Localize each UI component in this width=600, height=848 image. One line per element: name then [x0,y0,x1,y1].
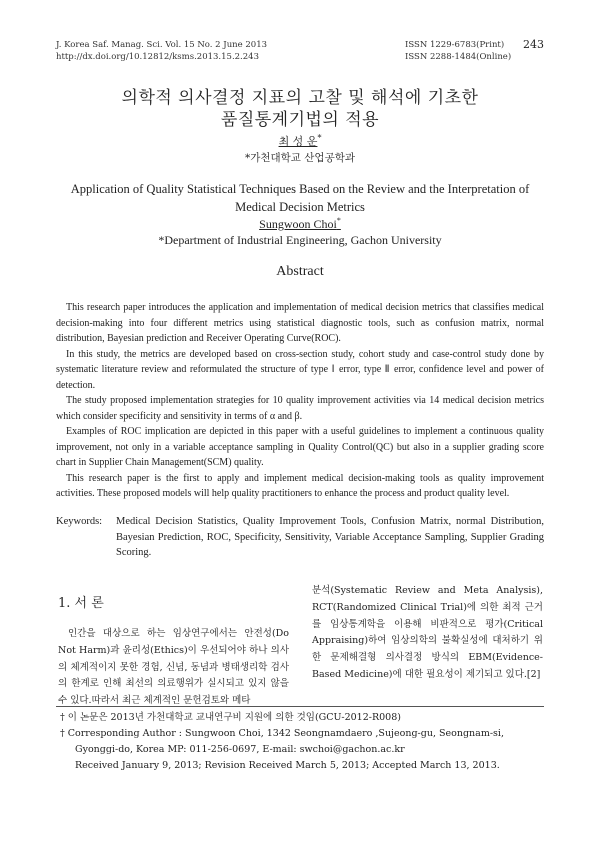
issn-online: ISSN 2288-1484(Online) [405,52,512,62]
korean-author-name: 최 성 운 [278,135,318,148]
english-author [0,216,600,232]
abstract-paragraph: The study proposed implementation strategies for 10 quality improvement activities via 14 medical decision metrics which consider specificity and sensitivity in terms of α and β. [56,395,544,422]
keywords-text: Medical Decision Statistics, Quality Improvement Tools, Confusion Matrix, normal Distribution, Bayesian Prediction, ROC, Specificity, Sensitivity, Variable Acceptance Sampling, Supplier Grading Scoring. [116,516,544,558]
english-affiliation: *Department of Industrial Engineering, Gachon University [158,233,442,247]
korean-affiliation: *가천대학교 산업공학과 [244,152,356,164]
issn-print: ISSN 1229-6783(Print) [405,40,505,50]
abstract-heading: Abstract [276,264,324,279]
journal-citation: J. Korea Saf. Manag. Sci. Vol. 15 No. 2 June 2013 [56,40,268,50]
english-author-name: Sungwoon Choi [259,217,337,231]
korean-author-mark: * [317,133,322,143]
abstract-paragraph: This research paper is the first to apply and implement medical decision-making tools as quality improvement activities. These proposed models will help quality practitioners to enhance the process and product quality level. [56,472,544,499]
abstract-paragraph: This research paper introduces the application and implementation of medical decision metrics that classifies medical decision-making into four different metrics using statistical diagnostic tools, such as confusion matrix, normal distribution, Bayesian prediction and Receiver Operating Curve(ROC). [56,302,544,344]
footnote-corresponding-2: Gyonggi-do, Korea MP: 011-256-0697, E-mail: swchoi@gachon.ac.kr [75,744,405,755]
korean-title-line2: 품질통계기법의 적용 [220,110,380,130]
page-number: 243 [523,38,544,51]
keywords-label: Keywords: [56,516,103,527]
footnotes [60,710,540,774]
english-title-line2: Medical Decision Metrics [235,200,365,214]
footnote-divider [56,706,544,707]
korean-title-line1: 의학적 의사결정 지표의 고찰 및 해석에 기초한 [121,88,479,108]
english-author-mark: * [336,216,341,225]
right-column [312,583,543,684]
keywords-block [56,514,544,561]
section-heading: 1. 서 론 [58,596,104,611]
intro-paragraph-right: 분석(Systematic Review and Meta Analysis), RCT(Randomized Clinical Trial)에 의한 최적 근거를 임상통계학을 이용해 비판적으로 평가(Critical Appraising)하여 임상의학의 불확실성에 대처하기 위한 문제해결형 의사결정 방식의 EBM(Evidence-Based Medicine)에 대한 필요성이 제기되고 있다.[2] [312,585,543,680]
abstract-paragraph: Examples of ROC implication are depicted in this paper with a useful guidelines to implement a continuous quality improvement, not only in a variable acceptance sampling in Quality Control(QC) but also in a supplier grading score chart in Supplier Chain Management(SCM) quality. [56,426,544,468]
doi-link[interactable]: http://dx.doi.org/10.12812/ksms.2013.15.2.243 [56,52,259,62]
abstract-body [56,300,544,502]
footnote-funding: † 이 논문은 2013년 가천대학교 교내연구비 지원에 의한 것임(GCU-2012-R008) [60,712,401,723]
abstract-paragraph: In this study, the metrics are developed based on cross-section study, cohort study and case-control study done by systematic literature review and reformulated the structure of type Ⅰ error, type Ⅱ error, confidence level and power of detection. [56,348,544,391]
footnote-received-dates: Received January 9, 2013; Revision Received March 5, 2013; Accepted March 13, 2013. [75,760,500,771]
korean-author [0,133,600,149]
footnote-corresponding-1: † Corresponding Author : Sungwoon Choi, 1342 Seongnamdaero ,Sujeong-gu, Seongnam-si, [60,728,504,739]
english-title-line1: Application of Quality Statistical Techniques Based on the Review and the Interpretation of [70,182,530,196]
left-column [58,626,289,710]
intro-paragraph-left: 인간을 대상으로 하는 임상연구에서는 안전성(Do Not Harm)과 윤리성(Ethics)이 우선되어야 하나 의사의 체계적이지 못한 경험, 신념, 동념과 병태생리학 검사의 한계로 인해 최선의 의료행위가 실시되고 있지 않을 수 있다.따라서 최근 체계적인 문헌검토와 메타 [58,628,289,707]
